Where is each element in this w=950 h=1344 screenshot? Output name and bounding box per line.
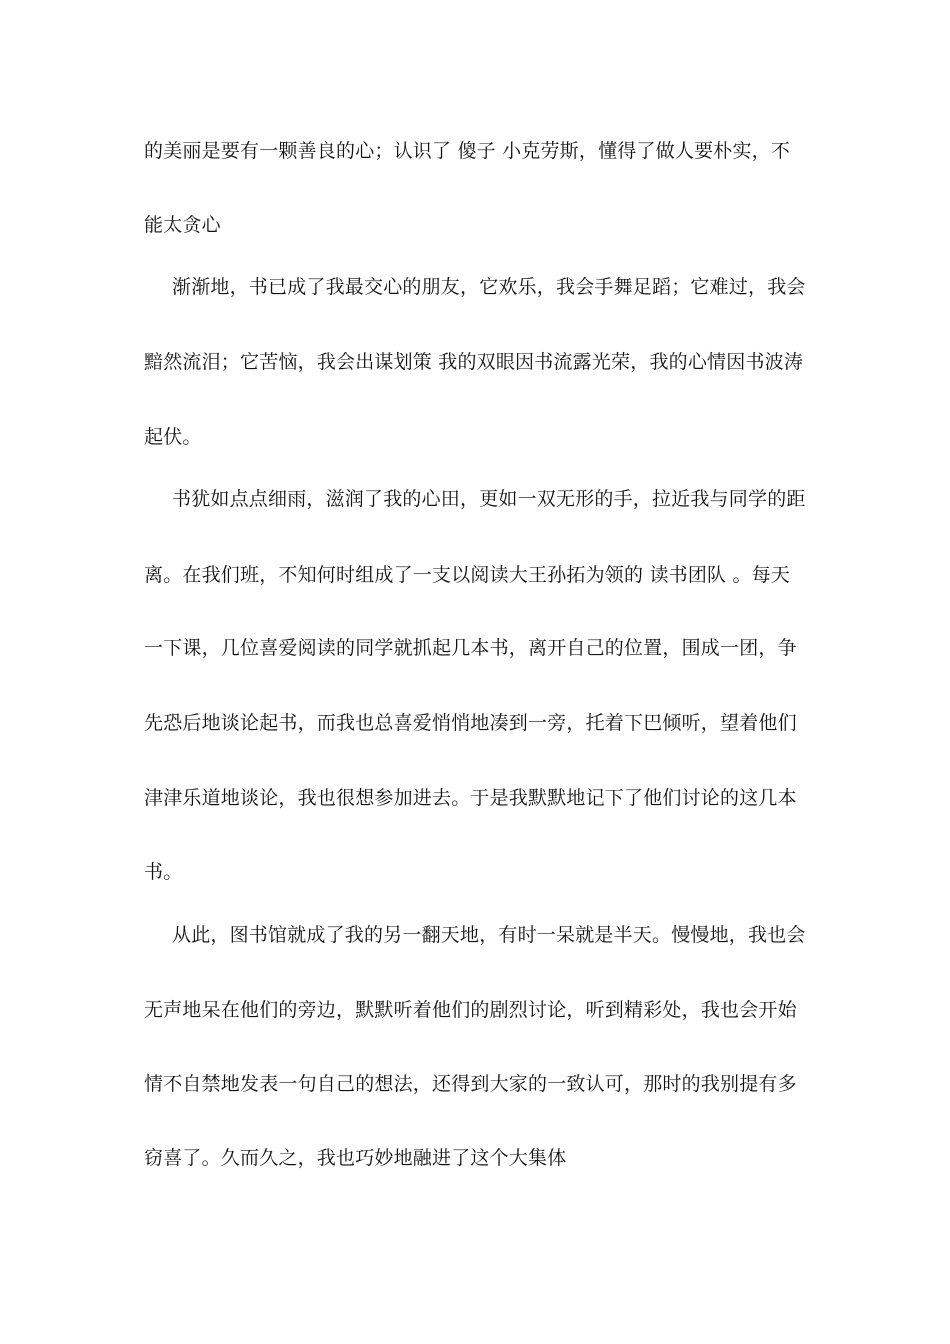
text-line: 津津乐道地谈论，我也很想参加进去。于是我默默地记下了他们讨论的这几本 xyxy=(144,787,797,809)
text-line: 窃喜了。久而久之，我也巧妙地融进了这个大集体 xyxy=(144,1147,567,1169)
paragraph-first-line: 渐渐地，书已成了我最交心的朋友，它欢乐，我会手舞足蹈；它难过，我会 xyxy=(172,276,806,298)
text-line: 离。在我们班，不知何时组成了一支以阅读大王孙拓为领的 读书团队 。每天 xyxy=(144,564,791,586)
text-line: 的美丽是要有一颗善良的心；认识了 傻子 小克劳斯，懂得了做人要朴实，不 xyxy=(144,140,791,162)
text-line: 无声地呆在他们的旁边，默默听着他们的剧烈讨论，听到精彩处，我也会开始 xyxy=(144,999,797,1021)
text-line: 起伏。 xyxy=(144,426,202,448)
text-line: 黯然流泪；它苦恼，我会出谋划策 我的双眼因书流露光荣，我的心情因书波涛 xyxy=(144,351,804,373)
text-line: 能太贪心 xyxy=(144,214,221,236)
paragraph-first-line: 从此，图书馆就成了我的另一翻天地，有时一呆就是半天。慢慢地，我也会 xyxy=(172,924,806,946)
text-line: 先恐后地谈论起书，而我也总喜爱悄悄地凑到一旁，托着下巴倾听，望着他们 xyxy=(144,712,797,734)
paragraph-first-line: 书犹如点点细雨，滋润了我的心田，更如一双无形的手，拉近我与同学的距 xyxy=(172,488,806,510)
text-line: 一下课，几位喜爱阅读的同学就抓起几本书，离开自己的位置，围成一团，争 xyxy=(144,637,797,659)
text-line: 书。 xyxy=(144,861,183,883)
text-line: 情不自禁地发表一句自己的想法，还得到大家的一致认可，那时的我别提有多 xyxy=(144,1073,797,1095)
